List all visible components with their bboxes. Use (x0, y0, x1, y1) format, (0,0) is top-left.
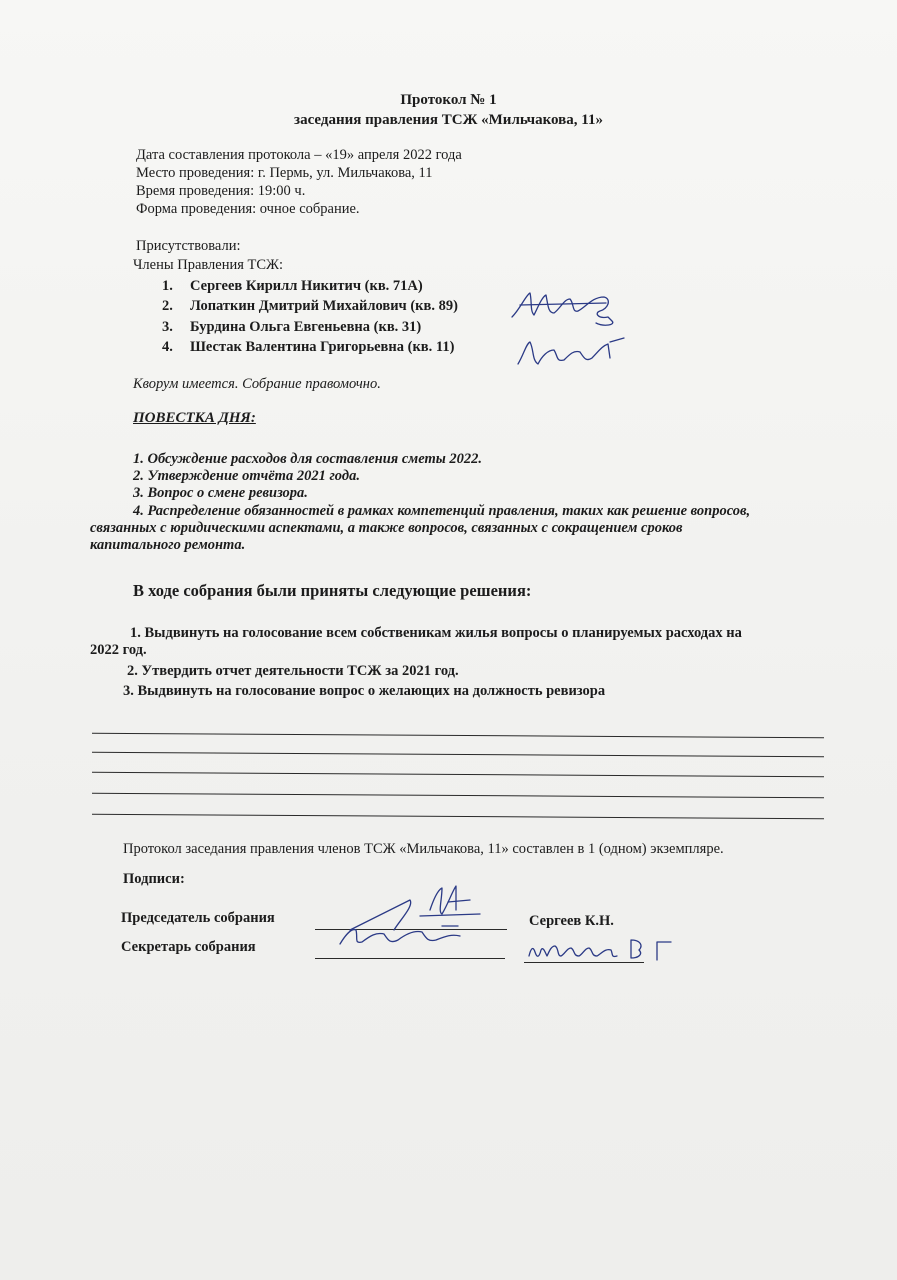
secretary-handwritten-name (525, 932, 695, 967)
secretary-label: Секретарь собрания (121, 939, 256, 955)
blank-line-4 (92, 793, 824, 798)
quorum-note: Кворум имеется. Собрание правомочно. (133, 376, 381, 392)
agenda-item-4-line-2: связанных с юридическими аспектами, а также вопросов, связанных с сокращением сроков (90, 520, 683, 536)
member-name: Шестак Валентина Григорьевна (кв. 11) (190, 339, 455, 355)
member-item-4 (162, 337, 454, 357)
member-item-3 (162, 317, 421, 337)
member-number: 4. (162, 339, 173, 355)
member-signature-lopatkin (508, 287, 628, 332)
agenda-item-4-line-3: капитального ремонта. (90, 537, 246, 553)
agenda-item-2: 2. Утверждение отчёта 2021 года. (133, 468, 360, 484)
blank-line-2 (92, 752, 824, 757)
document-subtitle: заседания правления ТСЖ «Мильчакова, 11» (294, 112, 603, 128)
present-label: Присутствовали: (136, 238, 241, 254)
members-label: Члены Правления ТСЖ: (133, 257, 284, 273)
blank-line-5 (92, 814, 824, 819)
member-number: 1. (162, 278, 173, 294)
blank-line-3 (92, 772, 824, 777)
agenda-item-1: 1. Обсуждение расходов для составления сметы 2022. (133, 451, 483, 467)
copies-note: Протокол заседания правления членов ТСЖ «Мильчакова, 11» составлен в 1 (одном) экземпляре. (123, 841, 724, 857)
member-number: 3. (162, 319, 173, 335)
member-name: Лопаткин Дмитрий Михайлович (кв. 89) (190, 298, 458, 314)
signatures-label: Подписи: (123, 871, 185, 887)
document-title: Протокол № 1 (400, 92, 497, 108)
member-item-1 (162, 276, 423, 296)
meta-form: Форма проведения: очное собрание. (136, 201, 360, 217)
blank-line-1 (92, 733, 824, 738)
secretary-signature-line (315, 958, 505, 959)
decision-1-line-1: 1. Выдвинуть на голосование всем собственикам жилья вопросы о планируемых расходах на (130, 625, 742, 641)
agenda-item-4-line-1: 4. Распределение обязанностей в рамках компетенций правления, таких как решение вопросов, (133, 503, 751, 519)
member-name: Сергеев Кирилл Никитич (кв. 71А) (190, 278, 423, 294)
member-item-2 (162, 296, 458, 316)
chairman-label: Председатель собрания (121, 910, 275, 926)
meta-place: Место проведения: г. Пермь, ул. Мильчакова, 11 (136, 165, 433, 181)
meta-time: Время проведения: 19:00 ч. (136, 183, 306, 199)
member-number: 2. (162, 298, 173, 314)
decision-3: 3. Выдвинуть на голосование вопрос о желающих на должность ревизора (123, 683, 606, 699)
member-signature-shestak (514, 334, 629, 374)
agenda-title: ПОВЕСТКА ДНЯ: (133, 410, 256, 426)
decisions-title: В ходе собрания были приняты следующие решения: (133, 581, 532, 600)
chairman-signature (330, 880, 500, 955)
decision-1-line-2: 2022 год. (90, 642, 147, 658)
meta-date: Дата составления протокола – «19» апреля 2022 года (136, 147, 462, 163)
decision-2: 2. Утвердить отчет деятельности ТСЖ за 2021 год. (127, 663, 459, 679)
agenda-item-3: 3. Вопрос о смене ревизора. (133, 485, 308, 501)
chairman-name: Сергеев К.Н. (529, 913, 614, 929)
member-name: Бурдина Ольга Евгеньевна (кв. 31) (190, 319, 422, 335)
